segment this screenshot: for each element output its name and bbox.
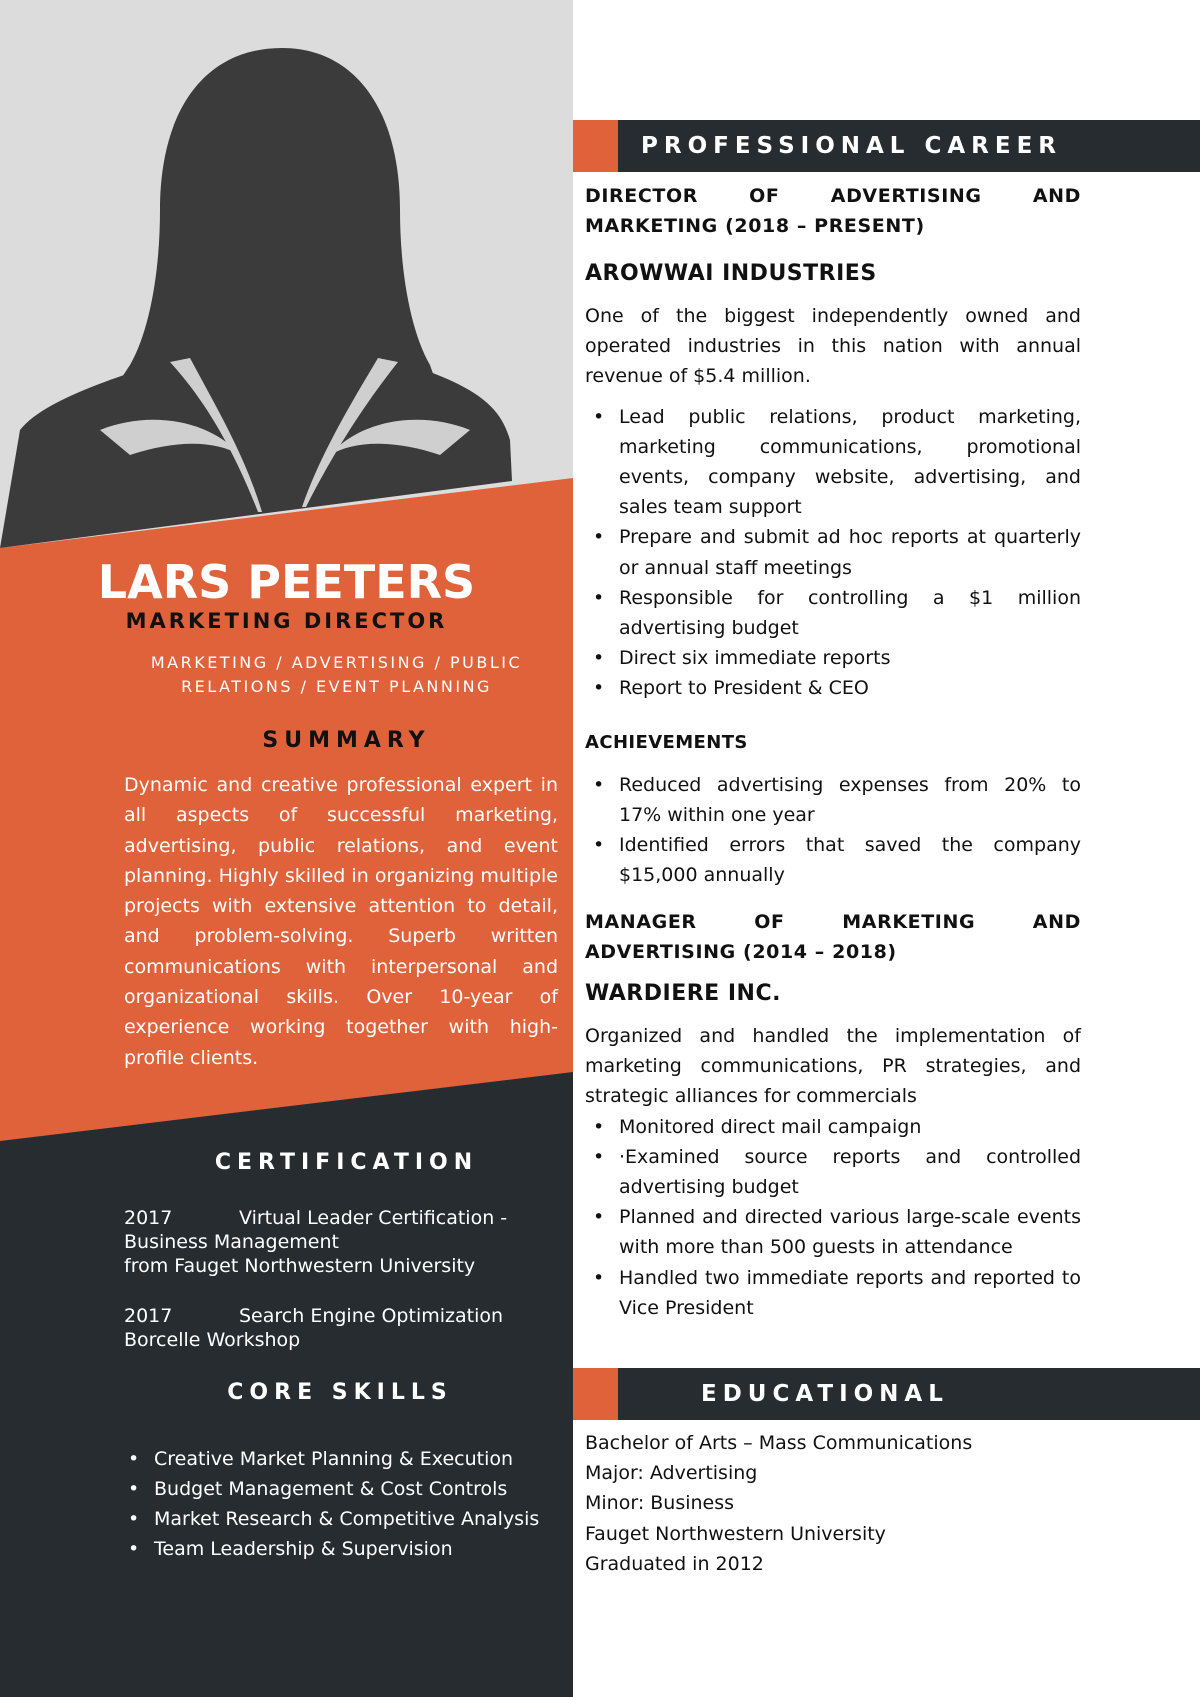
certification-item xyxy=(124,1304,564,1352)
candidate-name: LARS PEETERS xyxy=(97,555,476,609)
specialties: MARKETING / ADVERTISING / PUBLIC RELATIONS / EVENT PLANNING xyxy=(150,653,523,696)
job-bullet: • Responsible for controlling a $1 million advertising budget xyxy=(585,583,1081,643)
achievements-heading: ACHIEVEMENTS xyxy=(585,731,748,753)
skill-item: • Market Research & Competitive Analysis xyxy=(124,1504,564,1534)
cert-year: 2017 xyxy=(124,1207,173,1229)
cert-line2: Borcelle Workshop xyxy=(124,1329,301,1351)
summary-text: Dynamic and creative professional expert in all aspects of successful marketing, advertising, public relations, and event planning. Highly skilled in organizing multiple projects with extensive attention to detail, and problem-solving. Superb written communications with interpersonal and organizational skills. Over 10-year of experience working together with high-profile clients. xyxy=(124,774,558,1069)
company-name: AROWWAI INDUSTRIES xyxy=(585,261,877,286)
education-line: Bachelor of Arts – Mass Communications xyxy=(585,1432,973,1454)
job-bullets xyxy=(585,402,1081,704)
job-1 xyxy=(585,181,1081,890)
job-2 xyxy=(585,907,1081,1323)
job-description: One of the biggest independently owned and operated industries in this nation with annual revenue of $5.4 million. xyxy=(585,305,1081,388)
cert-line3: from Fauget Northwestern University xyxy=(124,1255,476,1277)
cert-title: Search Engine Optimization xyxy=(239,1305,504,1327)
company-name: WARDIERE INC. xyxy=(585,981,781,1006)
job-bullet: • Planned and directed various large-scale events with more than 500 guests in attendance xyxy=(585,1202,1081,1262)
job-description: Organized and handled the implementation of marketing communications, PR strategies, and strategic alliances for commercials xyxy=(585,1025,1081,1108)
education-line: Major: Advertising xyxy=(585,1462,758,1485)
achievement-bullet: • Identified errors that saved the company $15,000 annually xyxy=(585,830,1081,890)
certification-heading: CERTIFICATION xyxy=(214,1150,479,1175)
accent-block xyxy=(573,120,618,172)
certification-item xyxy=(124,1206,564,1278)
job-bullet: • Prepare and submit ad hoc reports at quarterly or annual staff meetings xyxy=(585,522,1081,582)
left-column xyxy=(0,0,573,1697)
summary-heading: SUMMARY xyxy=(262,728,431,753)
skill-item: • Budget Management & Cost Controls xyxy=(124,1474,564,1504)
job-title: DIRECTOR OF ADVERTISING AND MARKETING (2018 – PRESENT) xyxy=(585,185,1081,237)
educational-heading: EDUCATIONAL xyxy=(701,1381,949,1407)
person-silhouette-icon xyxy=(0,0,573,600)
candidate-role: MARKETING DIRECTOR xyxy=(125,609,448,633)
job-bullet: • Report to President & CEO xyxy=(585,673,1081,703)
job-title: MANAGER OF MARKETING AND ADVERTISING (2014 – 2018) xyxy=(585,911,1081,963)
job-bullet: • Handled two immediate reports and reported to Vice President xyxy=(585,1263,1081,1323)
professional-career-heading: PROFESSIONAL CAREER xyxy=(641,133,1062,159)
cert-line2: Business Management xyxy=(124,1231,339,1253)
job-bullet: • Monitored direct mail campaign xyxy=(585,1112,1081,1142)
skill-item: • Creative Market Planning & Execution xyxy=(124,1444,564,1474)
cert-year: 2017 xyxy=(124,1305,173,1327)
professional-career-bar xyxy=(573,120,1200,172)
job-bullet: • Direct six immediate reports xyxy=(585,643,1081,673)
education-line: Minor: Business xyxy=(585,1492,735,1515)
core-skills-heading: CORE SKILLS xyxy=(227,1380,453,1405)
education-line: Fauget Northwestern University xyxy=(585,1522,886,1545)
education-details xyxy=(585,1428,1081,1579)
core-skills-list xyxy=(124,1444,564,1564)
achievement-bullets xyxy=(585,770,1081,891)
job-bullets xyxy=(585,1112,1081,1323)
achievement-bullet: • Reduced advertising expenses from 20% to 17% within one year xyxy=(585,770,1081,830)
job-bullet: • Lead public relations, product marketing, marketing communications, promotional events, company website, advertising, and sales team support xyxy=(585,402,1081,523)
educational-bar xyxy=(573,1368,1200,1420)
job-bullet: • ·Examined source reports and controlled advertising budget xyxy=(585,1142,1081,1202)
skill-item: • Team Leadership & Supervision xyxy=(124,1534,564,1564)
cert-title: Virtual Leader Certification - xyxy=(239,1207,508,1229)
education-line: Graduated in 2012 xyxy=(585,1552,764,1575)
accent-block xyxy=(573,1368,618,1420)
